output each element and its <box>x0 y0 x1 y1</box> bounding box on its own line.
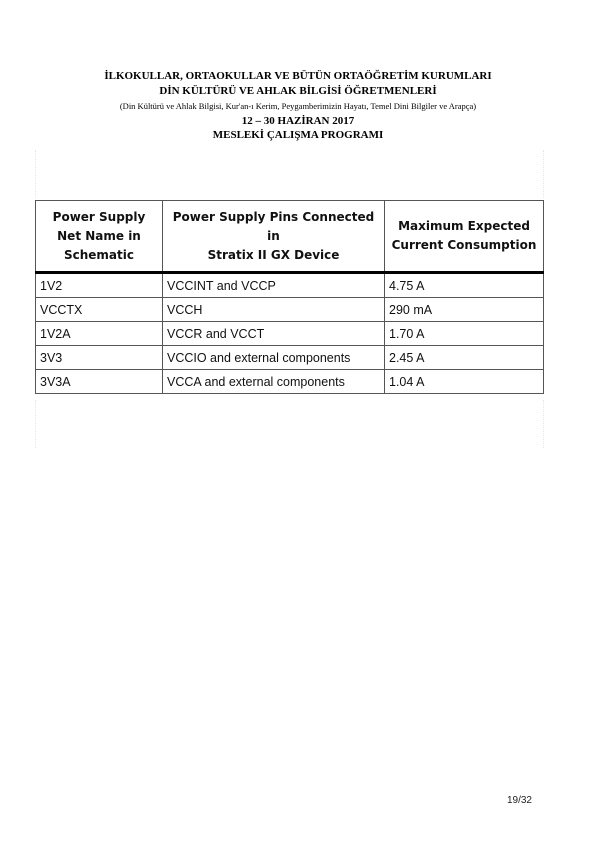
header-current-line: Maximum Expected <box>398 219 530 233</box>
net-name-cell: VCCTX <box>36 298 163 322</box>
net-name-cell: 1V2A <box>36 322 163 346</box>
header-pins-line: Stratix II GX Device <box>207 247 340 262</box>
table-row <box>36 298 544 322</box>
header-pins-connected <box>163 201 385 273</box>
page-number: 19/32 <box>506 795 532 806</box>
current-cell: 290 mA <box>385 298 544 322</box>
net-name-cell: 3V3 <box>36 346 163 370</box>
net-name-cell: 1V2 <box>36 273 163 298</box>
header-pins-line: Power Supply Pins Connected in <box>172 209 375 243</box>
image-frame-bottom-edge <box>35 400 544 448</box>
current-cell: 1.70 A <box>385 322 544 346</box>
current-cell: 2.45 A <box>385 346 544 370</box>
header-current-consumption <box>385 201 544 273</box>
net-name-cell: 3V3A <box>36 370 163 394</box>
header-net-name-line: Schematic <box>63 247 134 262</box>
pins-cell: VCCR and VCCT <box>163 322 385 346</box>
header-net-name <box>36 201 163 273</box>
pins-cell: VCCIO and external components <box>163 346 385 370</box>
header-net-name-line: Power Supply <box>52 209 146 224</box>
power-supply-table <box>35 200 544 394</box>
pins-cell: VCCINT and VCCP <box>163 273 385 298</box>
table-header-row <box>36 201 544 273</box>
header-title-line2: DİN KÜLTÜRÜ VE AHLAK BİLGİSİ ÖĞRETMENLERİ <box>159 85 437 97</box>
current-cell: 1.04 A <box>385 370 544 394</box>
current-cell: 4.75 A <box>385 273 544 298</box>
image-frame-top-edge <box>35 150 544 198</box>
header-current-line: Current Consumption <box>391 238 537 252</box>
table-row <box>36 322 544 346</box>
pins-cell: VCCH <box>163 298 385 322</box>
header-net-name-line: Net Name in <box>57 228 141 243</box>
pins-cell: VCCA and external components <box>163 370 385 394</box>
header-subjects-line: (Din Kültürü ve Ahlak Bilgisi, Kur'an-ı Kerim, Peygamberimizin Hayatı, Temel Dini Bilgiler ve Arapça) <box>119 101 477 111</box>
header-title-line1: İLKOKULLAR, ORTAOKULLAR VE BÜTÜN ORTAÖĞRETİM KURUMLARI <box>104 70 492 82</box>
table-row <box>36 370 544 394</box>
table-row <box>36 346 544 370</box>
header-program-line: MESLEKİ ÇALIŞMA PROGRAMI <box>212 129 384 141</box>
table-row <box>36 273 544 298</box>
header-date-line: 12 – 30 HAZİRAN 2017 <box>241 115 355 127</box>
